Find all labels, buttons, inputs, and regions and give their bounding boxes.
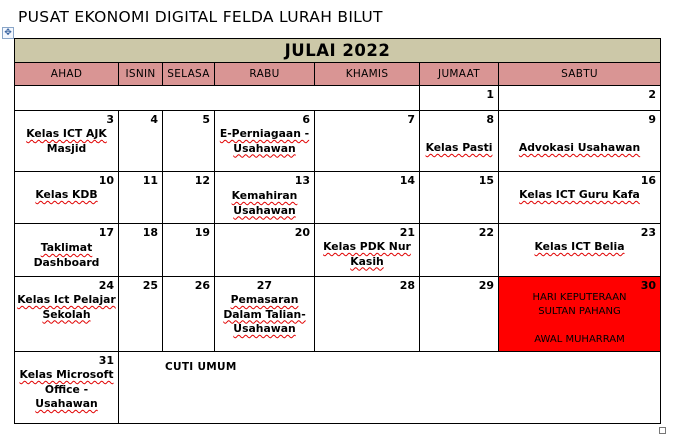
day-cell-17 [15, 224, 119, 277]
event-text: Kemahiran Usahawan [231, 189, 298, 217]
day-number: 18 [142, 226, 158, 239]
day-number: 5 [202, 113, 210, 126]
calendar-table [14, 38, 661, 424]
day-cell-29 [420, 277, 499, 352]
day-number: 7 [407, 113, 415, 126]
day-cell-9 [499, 111, 661, 172]
event-text: Kelas ICT Belia [534, 240, 625, 253]
day-cell-28 [315, 277, 420, 352]
event-text: Pemasaran Dalam Talian- Usahawan [223, 293, 306, 335]
day-cell-7 [315, 111, 420, 172]
event-text: Kelas Microsoft Office - Usahawan [19, 368, 114, 410]
day-cell-16 [499, 172, 661, 224]
day-number: 14 [399, 174, 415, 187]
event-text: E-Perniagaan - Usahawan [219, 127, 310, 155]
day-cell-18 [119, 224, 163, 277]
day-cell-6 [215, 111, 315, 172]
day-header-isnin: ISNIN [119, 63, 163, 86]
day-cell-26 [163, 277, 215, 352]
day-number: 26 [194, 279, 210, 292]
day-header-khamis: KHAMIS [315, 63, 420, 86]
day-cell-30-holiday [499, 277, 661, 352]
table-move-handle-icon[interactable]: ✥ [2, 27, 14, 39]
holiday-text: HARI KEPUTERAAN SULTAN PAHANG AWAL MUHARRAM [532, 292, 627, 345]
day-cell-2 [499, 86, 661, 111]
day-cell-15 [420, 172, 499, 224]
event-text: Kelas ICT Guru Kafa [519, 188, 640, 201]
day-number: 28 [399, 279, 415, 292]
day-number: 25 [142, 279, 158, 292]
day-cell-23 [499, 224, 661, 277]
event-text: Kelas PDK Nur Kasih [323, 240, 411, 268]
empty-cell [15, 86, 420, 111]
day-number: 20 [294, 226, 310, 239]
day-header-sabtu: SABTU [499, 63, 661, 86]
day-cell-1 [420, 86, 499, 111]
day-header-rabu: RABU [215, 63, 315, 86]
day-number: 15 [478, 174, 494, 187]
day-number: 3 [106, 113, 114, 126]
day-cell-27 [215, 277, 315, 352]
day-cell-22 [420, 224, 499, 277]
day-cell-19 [163, 224, 215, 277]
day-number: 24 [98, 279, 114, 292]
day-header-selasa: SELASA [163, 63, 215, 86]
table-resize-handle-icon[interactable] [659, 427, 666, 434]
day-number: 12 [194, 174, 210, 187]
event-text: Kelas Pasti [425, 141, 493, 154]
event-text: Advokasi Usahawan [518, 141, 641, 154]
day-cell-20 [215, 224, 315, 277]
day-number: 9 [648, 113, 656, 126]
day-header-ahad: AHAD [15, 63, 119, 86]
public-holiday-label: CUTI UMUM [165, 361, 237, 373]
day-number: 2 [648, 88, 656, 101]
day-cell-21 [315, 224, 420, 277]
day-number: 29 [478, 279, 494, 292]
day-number: 10 [98, 174, 114, 187]
day-number: 31 [98, 354, 114, 367]
event-text: Kelas KDB [35, 188, 98, 201]
day-number: 22 [478, 226, 494, 239]
day-number: 11 [142, 174, 158, 187]
day-cell-12 [163, 172, 215, 224]
day-cell-31 [15, 352, 119, 424]
day-cell-25 [119, 277, 163, 352]
day-number: 4 [150, 113, 158, 126]
event-text: Kelas ICT AJK Masjid [26, 127, 107, 155]
day-cell-10 [15, 172, 119, 224]
day-cell-14 [315, 172, 420, 224]
day-number: 27 [256, 279, 272, 292]
event-text: Taklimat Dashboard [33, 241, 100, 269]
day-cell-3 [15, 111, 119, 172]
day-cell-11 [119, 172, 163, 224]
event-text: Kelas Ict Pelajar Sekolah [17, 293, 116, 321]
day-number: 1 [486, 88, 494, 101]
day-cell-4 [119, 111, 163, 172]
document-title: PUSAT EKONOMI DIGITAL FELDA LURAH BILUT [18, 8, 383, 26]
day-number: 17 [98, 226, 114, 239]
day-cell-13 [215, 172, 315, 224]
day-number: 23 [640, 226, 656, 239]
day-cell-5 [163, 111, 215, 172]
month-header: JULAI 2022 [15, 39, 661, 63]
day-number: 19 [194, 226, 210, 239]
day-number: 6 [302, 113, 310, 126]
day-number: 8 [486, 113, 494, 126]
day-header-jumaat: JUMAAT [420, 63, 499, 86]
day-cell-8 [420, 111, 499, 172]
day-cell-24 [15, 277, 119, 352]
day-number: 16 [640, 174, 656, 187]
day-number: 13 [294, 174, 310, 187]
day-number: 30 [640, 279, 656, 292]
day-number: 21 [399, 226, 415, 239]
public-holiday-note-cell [119, 352, 661, 424]
